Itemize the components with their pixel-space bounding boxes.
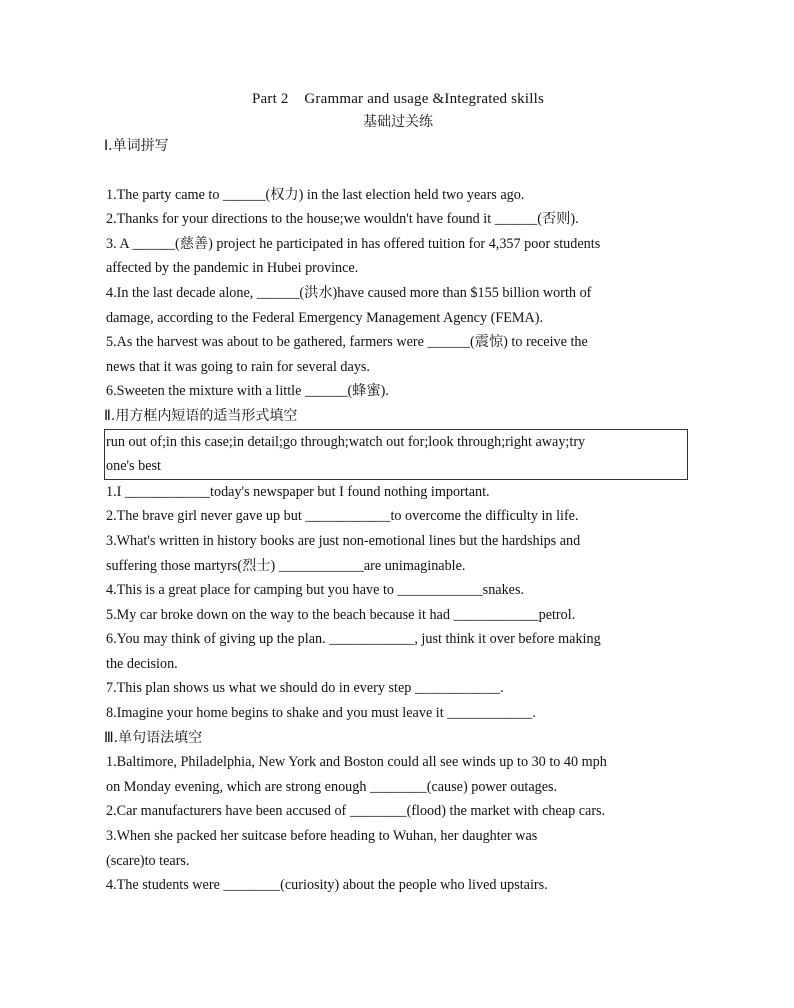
question-line: 3. A ______(慈善) project he participated in has offered tuition for 4,357 poor students	[106, 235, 601, 252]
question-line: 2.The brave girl never gave up but ____________to overcome the difficulty in life.	[106, 508, 579, 525]
section-2-body	[106, 480, 690, 726]
phrase-box	[104, 429, 688, 480]
question-line: 3.When she packed her suitcase before heading to Wuhan, her daughter was	[106, 828, 538, 845]
section-3-body	[106, 750, 690, 898]
question-line: 7.This plan shows us what we should do in every step ____________.	[106, 680, 504, 697]
question-line: the decision.	[106, 655, 178, 672]
question-line: 1.The party came to ______(权力) in the last election held two years ago.	[106, 186, 525, 203]
page-title: Part 2 Grammar and usage &Integrated skills	[251, 91, 545, 107]
question-line: on Monday evening, which are strong enough ________(cause) power outages.	[106, 778, 558, 795]
question-line: affected by the pandemic in Hubei province.	[106, 260, 359, 277]
question-line: 6.You may think of giving up the plan. ____________, just think it over before making	[106, 631, 601, 648]
question-line: 2.Car manufacturers have been accused of ________(flood) the market with cheap cars.	[106, 803, 606, 820]
question-line: (scare)to tears.	[106, 852, 190, 869]
question-line: 5.My car broke down on the way to the beach because it had ____________petrol.	[106, 606, 576, 623]
question-line: 1.I ____________today's newspaper but I found nothing important.	[106, 483, 490, 500]
section-1-heading: Ⅰ.单词拼写	[104, 138, 169, 154]
question-line: news that it was going to rain for several days.	[106, 358, 370, 375]
question-line: 8.Imagine your home begins to shake and you must leave it ____________.	[106, 705, 536, 722]
question-line: 6.Sweeten the mixture with a little ______(蜂蜜).	[106, 383, 389, 400]
question-line: 1.Baltimore, Philadelphia, New York and Boston could all see winds up to 30 to 40 mph	[106, 754, 607, 771]
question-line: 5.As the harvest was about to be gathered, farmers were ______(震惊) to receive the	[106, 334, 588, 351]
question-line: 2.Thanks for your directions to the house;we wouldn't have found it ______(否则).	[106, 211, 579, 228]
question-line: 4.The students were ________(curiosity) about the people who lived upstairs.	[106, 877, 548, 894]
section-2-heading: Ⅱ.用方框内短语的适当形式填空	[104, 407, 298, 424]
phrase-box-line: run out of;in this case;in detail;go through;watch out for;look through;right away;try	[106, 433, 586, 450]
question-line: damage, according to the Federal Emergency Management Agency (FEMA).	[106, 309, 544, 326]
question-line: 4.In the last decade alone, ______(洪水)have caused more than $155 billion worth of	[106, 284, 592, 301]
phrase-box-line: one's best	[106, 458, 161, 475]
spacer	[106, 159, 690, 183]
question-line: suffering those martyrs(烈士) ____________are unimaginable.	[106, 557, 466, 574]
worksheet-page	[106, 88, 690, 898]
question-line: 4.This is a great place for camping but you have to ____________snakes.	[106, 582, 525, 599]
question-line: 3.What's written in history books are just non-emotional lines but the hardships and	[106, 532, 581, 549]
section-3-heading: Ⅲ.单句语法填空	[104, 729, 203, 746]
page-subtitle: 基础过关练	[363, 114, 433, 130]
section-1-body	[106, 183, 690, 404]
